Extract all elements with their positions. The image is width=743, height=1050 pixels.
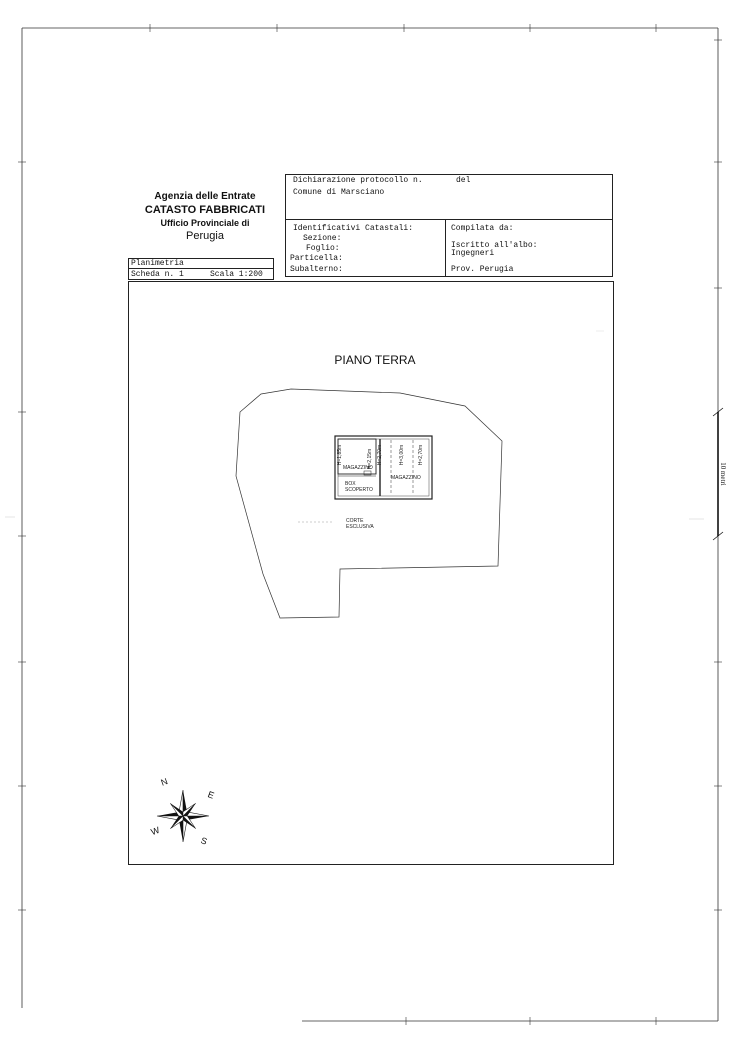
planimetria-divider [128, 268, 274, 269]
corte-label-line2: ESCLUSIVA [346, 524, 374, 530]
ingegneri-label: Ingegneri [451, 249, 495, 258]
agency-province: Perugia [186, 230, 224, 242]
compass-west: W [149, 824, 161, 838]
declaration-label: Dichiarazione protocollo n. [293, 176, 423, 185]
comune-label: Comune di Marsciano [293, 188, 385, 197]
foglio-label: Foglio: [306, 244, 340, 253]
prov-label: Prov. Perugia [451, 265, 514, 274]
compass-east: E [206, 789, 216, 801]
declaration-del: del [456, 176, 471, 185]
room2-height-a: H=2,70m [377, 444, 384, 466]
corte-label-line1: CORTE [346, 518, 364, 524]
particella-label: Particella: [290, 254, 343, 263]
agency-name: Agenzia delle Entrate [154, 191, 256, 202]
compilata-label: Compilata da: [451, 224, 514, 233]
room1-label: MAGAZZINO [343, 465, 373, 471]
room1-height2: H=2,15m [367, 448, 374, 470]
room2-label: MAGAZZINO [391, 475, 421, 481]
floor-title: PIANO TERRA [334, 353, 416, 367]
room1-height: H=1,85m [337, 444, 344, 466]
compass-south: S [199, 835, 209, 847]
room2-height-b: H=3,00m [399, 444, 406, 466]
box-label-line2: SCOPERTO [345, 487, 373, 493]
scheda-label: Scheda n. 1 [131, 270, 184, 279]
sezione-label: Sezione: [303, 234, 342, 243]
planimetria-title: Planimetria [131, 259, 184, 268]
ident-title: Identificativi Catastali: [293, 224, 414, 233]
drawing-area [128, 281, 614, 865]
subalterno-label: Subalterno: [290, 265, 343, 274]
scale-bar-label: 10 metri [719, 462, 727, 486]
scala-label: Scala 1:200 [210, 270, 263, 279]
compass-north: N [159, 776, 170, 788]
box-label-line1: BOX [345, 481, 356, 487]
agency-office: Ufficio Provinciale di [160, 218, 250, 228]
agency-department: CATASTO FABBRICATI [144, 204, 266, 216]
room2-height-c: H=2,70m [418, 444, 425, 466]
iscritto-label: Iscritto all'albo: [451, 241, 538, 250]
identifiers-divider [445, 219, 446, 277]
